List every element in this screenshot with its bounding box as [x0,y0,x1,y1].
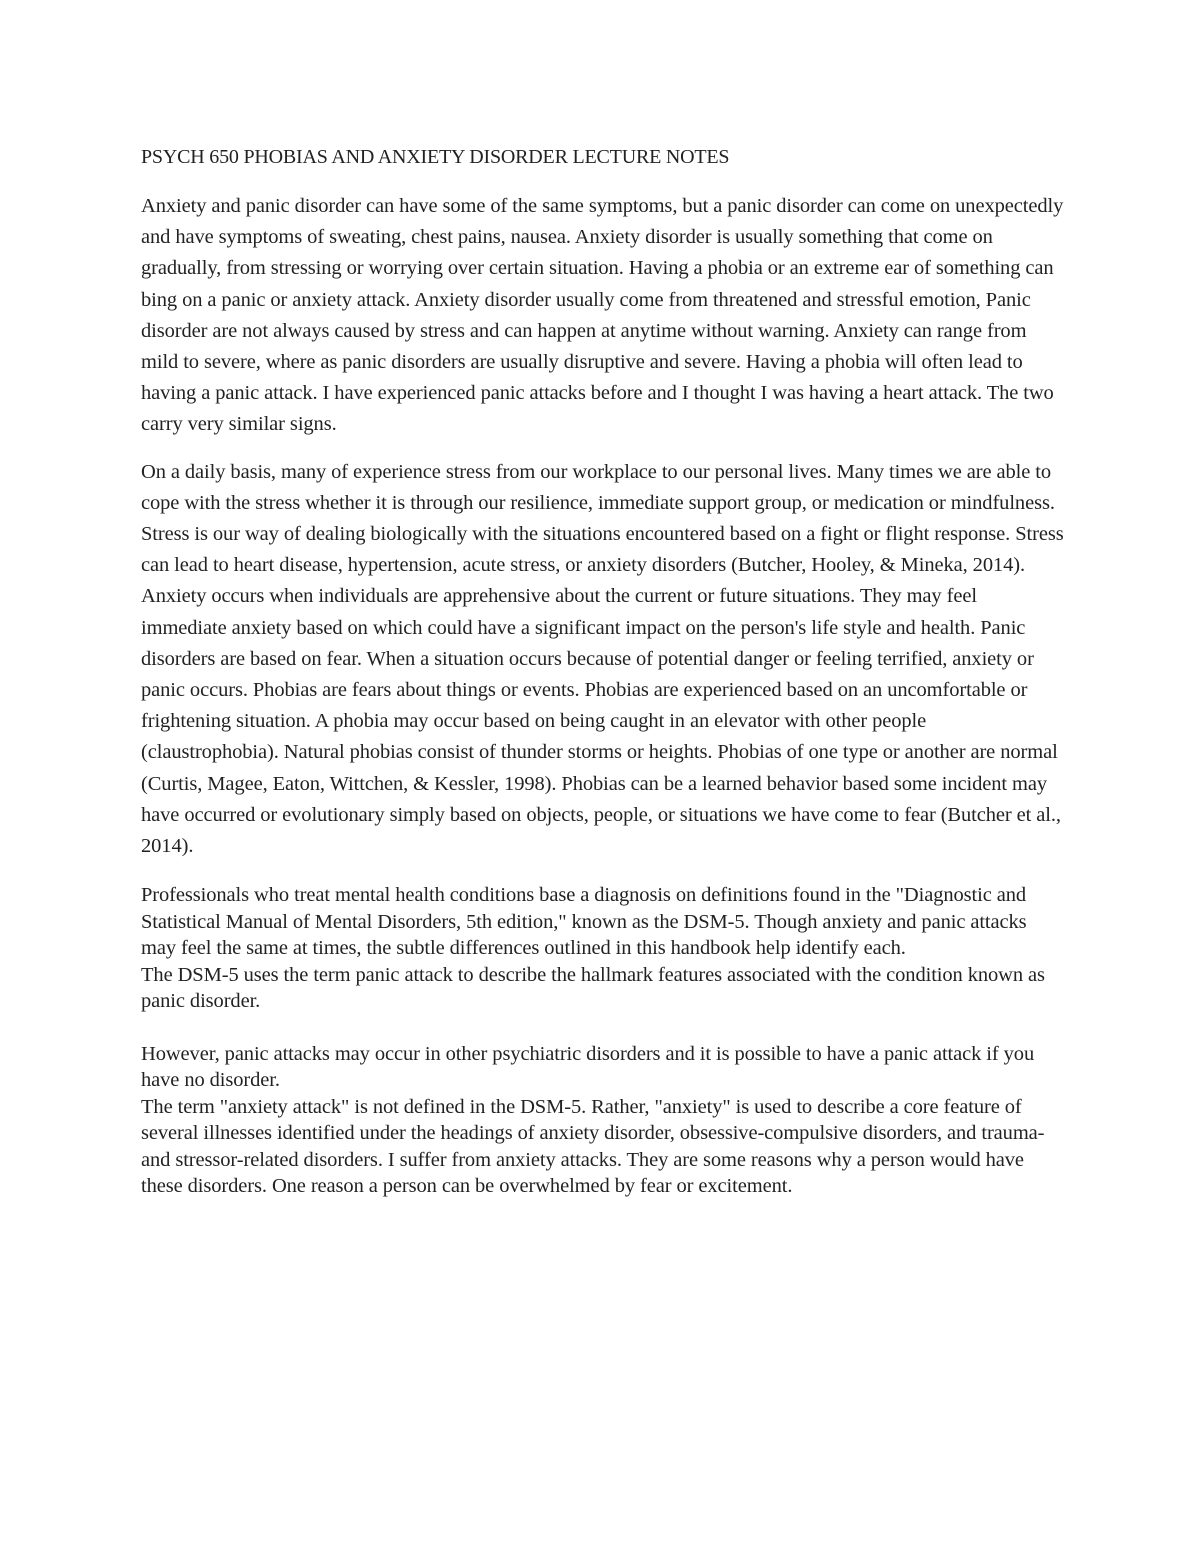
paragraph-dsm5-panic-attack: The DSM-5 uses the term panic attack to describe the hallmark features associated with the condition known as panic disorder. [141,963,1045,1013]
anxiety-attack-block [141,1041,1066,1200]
paragraph-dsm5-definitions: Professionals who treat mental health conditions base a diagnosis on definitions found in the "Diagnostic and Statistical Manual of Mental Disorders, 5th edition," known as the DSM-5. Though anxiety and panic attacks may feel the same at times, the subtle differences outlined in this handbook help identify each. [141,884,1027,960]
paragraph-anxiety-attack-term: The term "anxiety attack" is not defined in the DSM-5. Rather, "anxiety" is used to describe a core feature of several illnesses identified under the headings of anxiety disorder, obsessive-compulsive disorders, and trauma- and stressor-related disorders. I suffer from anxiety attacks. They are some reasons why a person would have these disorders. One reason a person can be overwhelmed by fear or excitement. [141,1095,1045,1198]
paragraph-panic-other-disorders: However, panic attacks may occur in other psychiatric disorders and it is possible to have a panic attack if you have no disorder. [141,1042,1035,1092]
document-title: PSYCH 650 PHOBIAS AND ANXIETY DISORDER LECTURE NOTES [141,146,730,168]
paragraph-daily-stress: On a daily basis, many of experience stress from our workplace to our personal lives. Many times we are able to cope with the stress whether it is through our resilience, immediate support group, or medication or mindfulness. Stress is our way of dealing biologically with the situations encountered based on a fight or flight response. Stress can lead to heart disease, hypertension, acute stress, or anxiety disorders (Butcher, Hooley, & Mineka, 2014). Anxiety occurs when individuals are apprehensive about the current or future situations. They may feel immediate anxiety based on which could have a significant impact on the person's life style and health. Panic disorders are based on fear. When a situation occurs because of potential danger or feeling terrified, anxiety or panic occurs. Phobias are fears about things or events. Phobias are experienced based on an uncomfortable or frightening situation. A phobia may occur based on being caught in an elevator with other people (claustrophobia). Natural phobias consist of thunder storms or heights. Phobias of one type or another are normal (Curtis, Magee, Eaton, Wittchen, & Kessler, 1998). Phobias can be a learned behavior based some incident may have occurred or evolutionary simply based on objects, people, or situations we have come to fear (Butcher et al., 2014). [141,460,1064,858]
paragraph-anxiety-vs-panic: Anxiety and panic disorder can have some of the same symptoms, but a panic disorder can come on unexpectedly and have symptoms of sweating, chest pains, nausea. Anxiety disorder is usually something that come on gradually, from stressing or worrying over certain situation. Having a phobia or an extreme ear of something can bing on a panic or anxiety attack. Anxiety disorder usually come from threatened and stressful emotion, Panic disorder are not always caused by stress and can happen at anytime without warning. Anxiety can range from mild to severe, where as panic disorders are usually disruptive and severe. Having a phobia will often lead to having a panic attack. I have experienced panic attacks before and I thought I was having a heart attack. The two carry very similar signs. [141,195,1064,436]
document-body [141,143,1066,1226]
dsm5-block [141,882,1066,1015]
